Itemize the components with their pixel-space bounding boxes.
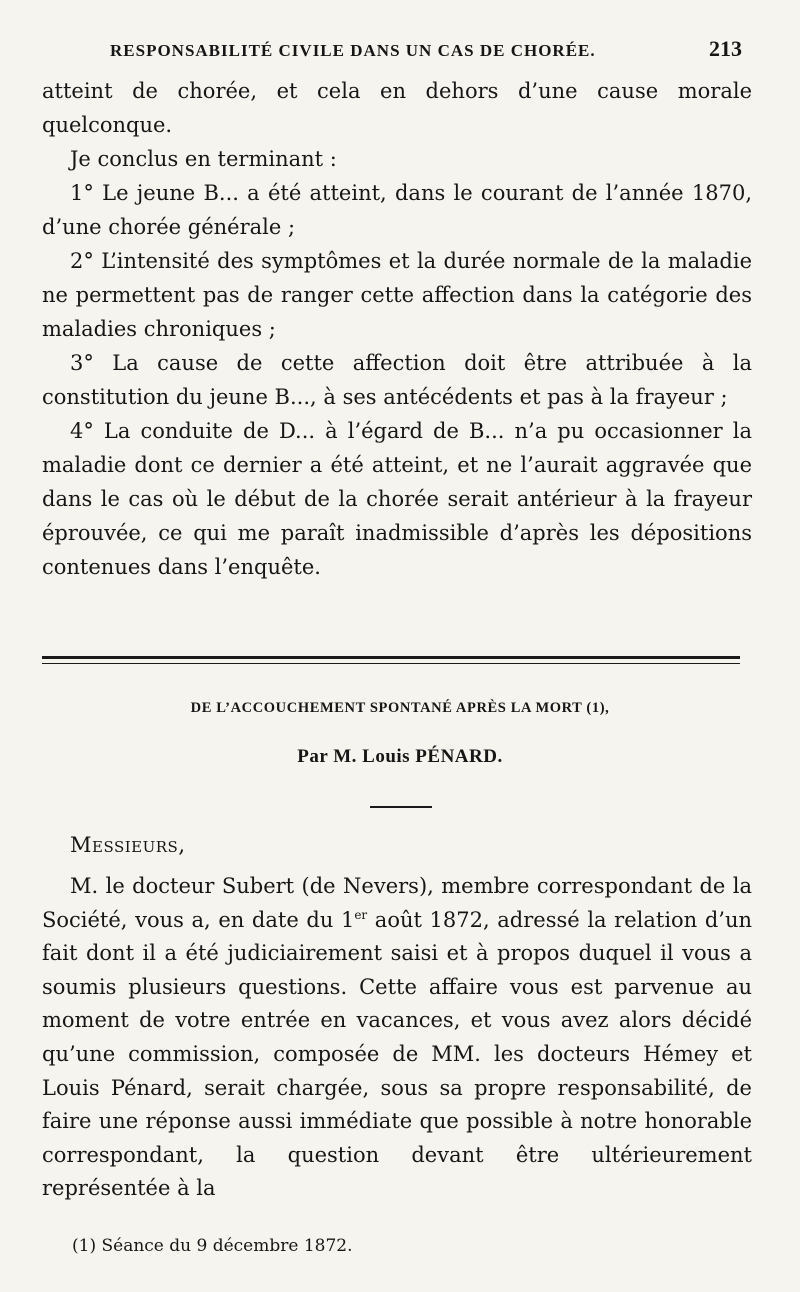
running-title: RESPONSABILITÉ CIVILE DANS UN CAS DE CHORÉE. — [110, 41, 596, 60]
salutation: Messieurs, — [70, 833, 186, 857]
page-number: 213 — [709, 36, 742, 61]
paragraph-point-2: 2° L’intensité des symptômes et la durée normale de la maladie ne permettent pas de ranger cette affection dans la catégorie des maladies chroniques ; — [42, 249, 752, 341]
article-title: DE L’ACCOUCHEMENT SPONTANÉ APRÈS LA MORT (1), — [190, 700, 610, 716]
title-rule — [370, 806, 432, 808]
footnote: (1) Séance du 9 décembre 1872. — [72, 1236, 353, 1256]
paragraph-point-1: 1° Le jeune B... a été atteint, dans le courant de l’année 1870, d’une chorée générale ; — [42, 181, 752, 239]
paragraph-point-4: 4° La conduite de D... à l’égard de B... n’a pu occasionner la maladie dont ce dernier a été atteint, et ne l’aurait aggravée que dans le cas où le début de la chorée serait antérieur à la frayeur éprouvée, ce qui me paraît inadmissible d’après les dépositions contenues dans l’enquête. — [42, 419, 752, 579]
article-body — [42, 870, 752, 1206]
article-paragraph — [42, 870, 752, 1206]
paragraph-point-3: 3° La cause de cette affection doit être attribuée à la constitution du jeune B..., à ses antécédents et pas à la frayeur ; — [42, 351, 752, 409]
paragraph-continuation: atteint de chorée, et cela en dehors d’une cause morale quelconque. — [42, 79, 752, 137]
body-text-end: août 1872, adressé la relation d’un fait dont il a été judiciairement saisi et à propos duquel il vous a soumis plusieurs questions. Cette affaire vous est parvenue au moment de votre entrée en vacances, et vous avez alors décidé qu’une commission, composée de MM. les docteurs Hémey et Louis Pénard, serait chargée, sous sa propre responsabilité, de faire une réponse aussi immédiate que possible à notre honorable correspondant, la question devant être ultérieurement représentée à la — [42, 907, 752, 1201]
article-author: Par M. Louis PÉNARD. — [297, 746, 503, 767]
body-text-start: M. le docteur Subert (de Nevers), membre correspondant de la Société, vous a, en date du 1 — [42, 874, 752, 932]
section-divider — [42, 656, 740, 664]
ordinal-superscript: er — [354, 907, 368, 922]
running-head — [0, 36, 800, 62]
conclusion-text — [42, 74, 752, 584]
paragraph-conclusion-intro: Je conclus en terminant : — [70, 147, 337, 171]
